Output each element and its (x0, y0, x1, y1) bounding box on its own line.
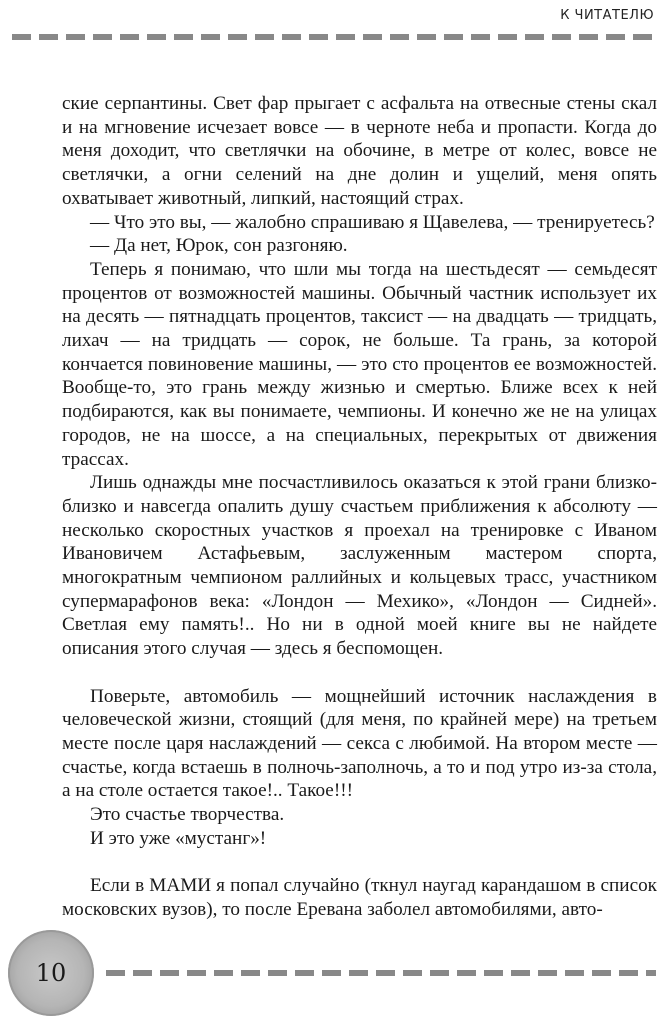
paragraph: ские серпантины. Свет фар прыгает с асфальта на отвесные стены скал и на мгновение исчезает вовсе — в черноте неба и пропасти. Когда до меня доходит, что светлячки на обочине, в метре от колес, вовсе не светлячки, а огни селений на дне долин и ущелий, меня опять охватывает животный, липкий, настоящий страх. (62, 93, 657, 209)
top-dashed-rule (12, 34, 656, 40)
running-head: К ЧИТАТЕЛЮ (560, 8, 654, 23)
paragraph: Это счастье творчества. (90, 804, 285, 826)
paragraph: Теперь я понимаю, что шли мы тогда на шестьдесят — семьдесят процентов от возможностей машины. Обычный частник использует их на десять — пятнадцать процентов, таксист — на двадцать — тридцать, лихач — на тридцать — сорок, не больше. Та грань, за которой кончается повиновение машины, — это сто процентов ее возможностей. Вообще-то, это грань между жизнью и смертью. Ближе всех к ней подбираются, как вы понимаете, чемпионы. И конечно же не на улицах городов, не на шоссе, а на специальных, перекрытых от движения трассах. (62, 258, 657, 470)
paragraph: — Что это вы, — жалобно спрашиваю я Щавелева, — тренируетесь? (90, 211, 655, 233)
paragraph: — Да нет, Юрок, сон разгоняю. (90, 235, 348, 257)
paragraph: И это уже «мустанг»! (90, 827, 267, 849)
page-number: 10 (35, 959, 67, 987)
bottom-dashed-rule (106, 970, 656, 976)
paragraph: Если в МАМИ я попал случайно (ткнул наугад карандашом в список московских вузов), то после Еревана заболел автомобилями, авто- (62, 875, 657, 920)
paragraph: Лишь однажды мне посчастливилось оказаться к этой грани близко-близко и навсегда опалить душу счастьем приближения к абсолюту — несколько скоростных участков я проехал на тренировке с Иваном Ивановичем Астафьевым, заслуженным мастером спорта, многократным чемпионом раллийных и кольцевых трасс, участником супермарафонов века: «Лондон — Мехико», «Лондон — Сидней». Светлая ему память!.. Но ни в одной моей книге вы не найдете описания этого случая — здесь я беспомощен. (62, 472, 657, 660)
paragraph: Поверьте, автомобиль — мощнейший источник наслаждения в человеческой жизни, стоящий (для меня, по крайней мере) на третьем месте после царя наслаждений — секса с любимой. На втором месте — счастье, когда встаешь в полночь-заполночь, а то и под утро из-за стола, а на столе остается такое!.. Такое!!! (62, 685, 657, 802)
body-text (62, 92, 657, 922)
